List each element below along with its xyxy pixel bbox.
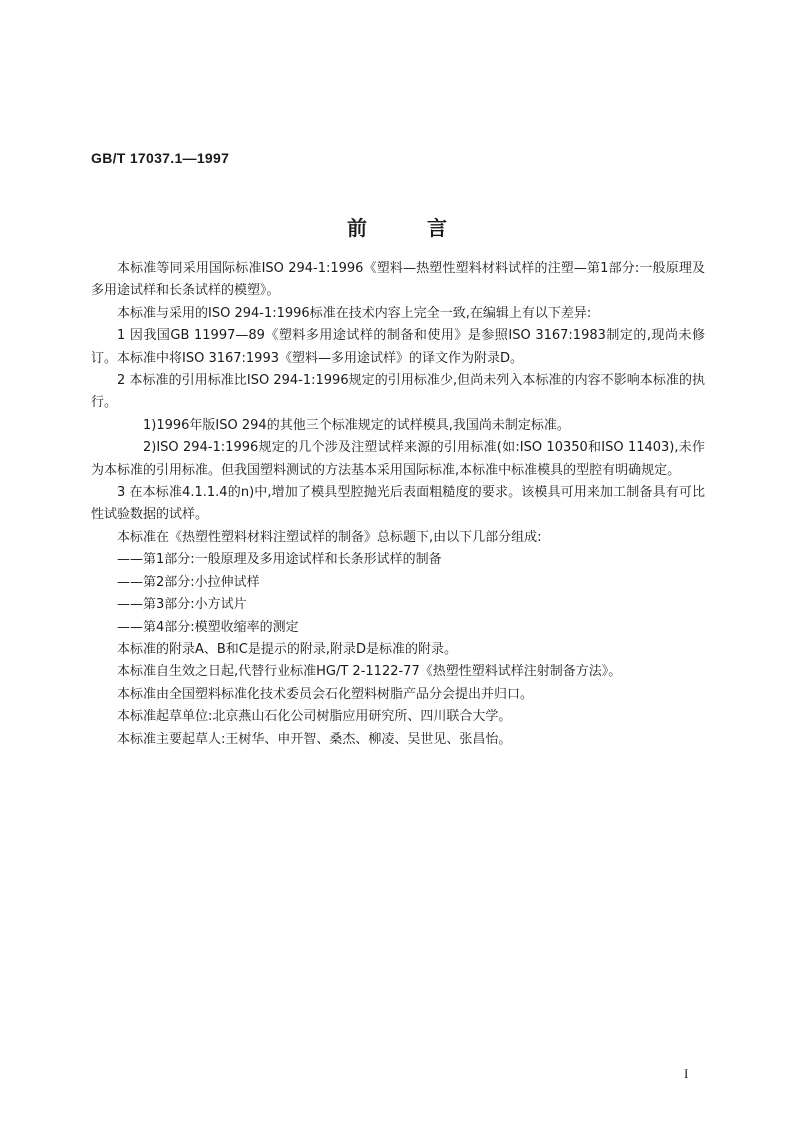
paragraph: 2 本标准的引用标准比ISO 294-1:1996规定的引用标准少,但尚未列入本标准的内容不影响本标准的执行。: [91, 373, 705, 411]
paragraph: 本标准由全国塑料标准化技术委员会石化塑料树脂产品分会提出并归口。: [117, 686, 534, 702]
paragraph: 本标准自生效之日起,代替行业标准HG/T 2-1122-77《热塑性塑料试样注射制备方法》。: [117, 664, 622, 680]
paragraph: 本标准等同采用国际标准ISO 294-1:1996《塑料—热塑性塑料材料试样的注塑—第1部分:一般原理及多用途试样和长条试样的模塑》。: [91, 261, 705, 299]
paragraph: 本标准与采用的ISO 294-1:1996标准在技术内容上完全一致,在编辑上有以下差异:: [117, 305, 592, 321]
paragraph: 本标准起草单位:北京燕山石化公司树脂应用研究所、四川联合大学。: [117, 709, 512, 725]
list-item: ——第4部分:模塑收缩率的测定: [117, 619, 299, 635]
document-body: [91, 258, 705, 751]
list-item: ——第2部分:小拉伸试样: [117, 574, 260, 590]
page-title: 前言: [347, 216, 507, 240]
paragraph: 本标准在《热塑性塑料材料注塑试样的制备》总标题下,由以下几部分组成:: [117, 529, 542, 545]
paragraph: 2)ISO 294-1:1996规定的几个涉及注塑试样来源的引用标准(如:ISO 10350和ISO 11403),未作为本标准的引用标准。但我国塑料测试的方法基本采用国际标准,本标准中标准模具的型腔有明确规定。: [91, 440, 705, 478]
list-item: ——第1部分:一般原理及多用途试样和长条形试样的制备: [117, 552, 442, 568]
list-item: ——第3部分:小方试片: [117, 597, 247, 613]
paragraph: 3 在本标准4.1.1.4的n)中,增加了模具型腔抛光后表面粗糙度的要求。该模具可用来加工制备具有可比性试验数据的试样。: [91, 485, 705, 523]
paragraph: 1)1996年版ISO 294的其他三个标准规定的试样模具,我国尚未制定标准。: [143, 417, 570, 433]
paragraph: 本标准的附录A、B和C是提示的附录,附录D是标准的附录。: [117, 641, 458, 657]
page-number: I: [684, 1066, 689, 1081]
paragraph: 本标准主要起草人:王树华、申开智、桑杰、柳凌、吴世见、张昌怡。: [117, 731, 512, 747]
paragraph: 1 因我国GB 11997—89《塑料多用途试样的制备和使用》是参照ISO 3167:1983制定的,现尚未修订。本标准中将ISO 3167:1993《塑料—多用途试样》的译文作为附录D。: [91, 328, 705, 366]
standard-code: GB/T 17037.1—1997: [91, 150, 230, 166]
